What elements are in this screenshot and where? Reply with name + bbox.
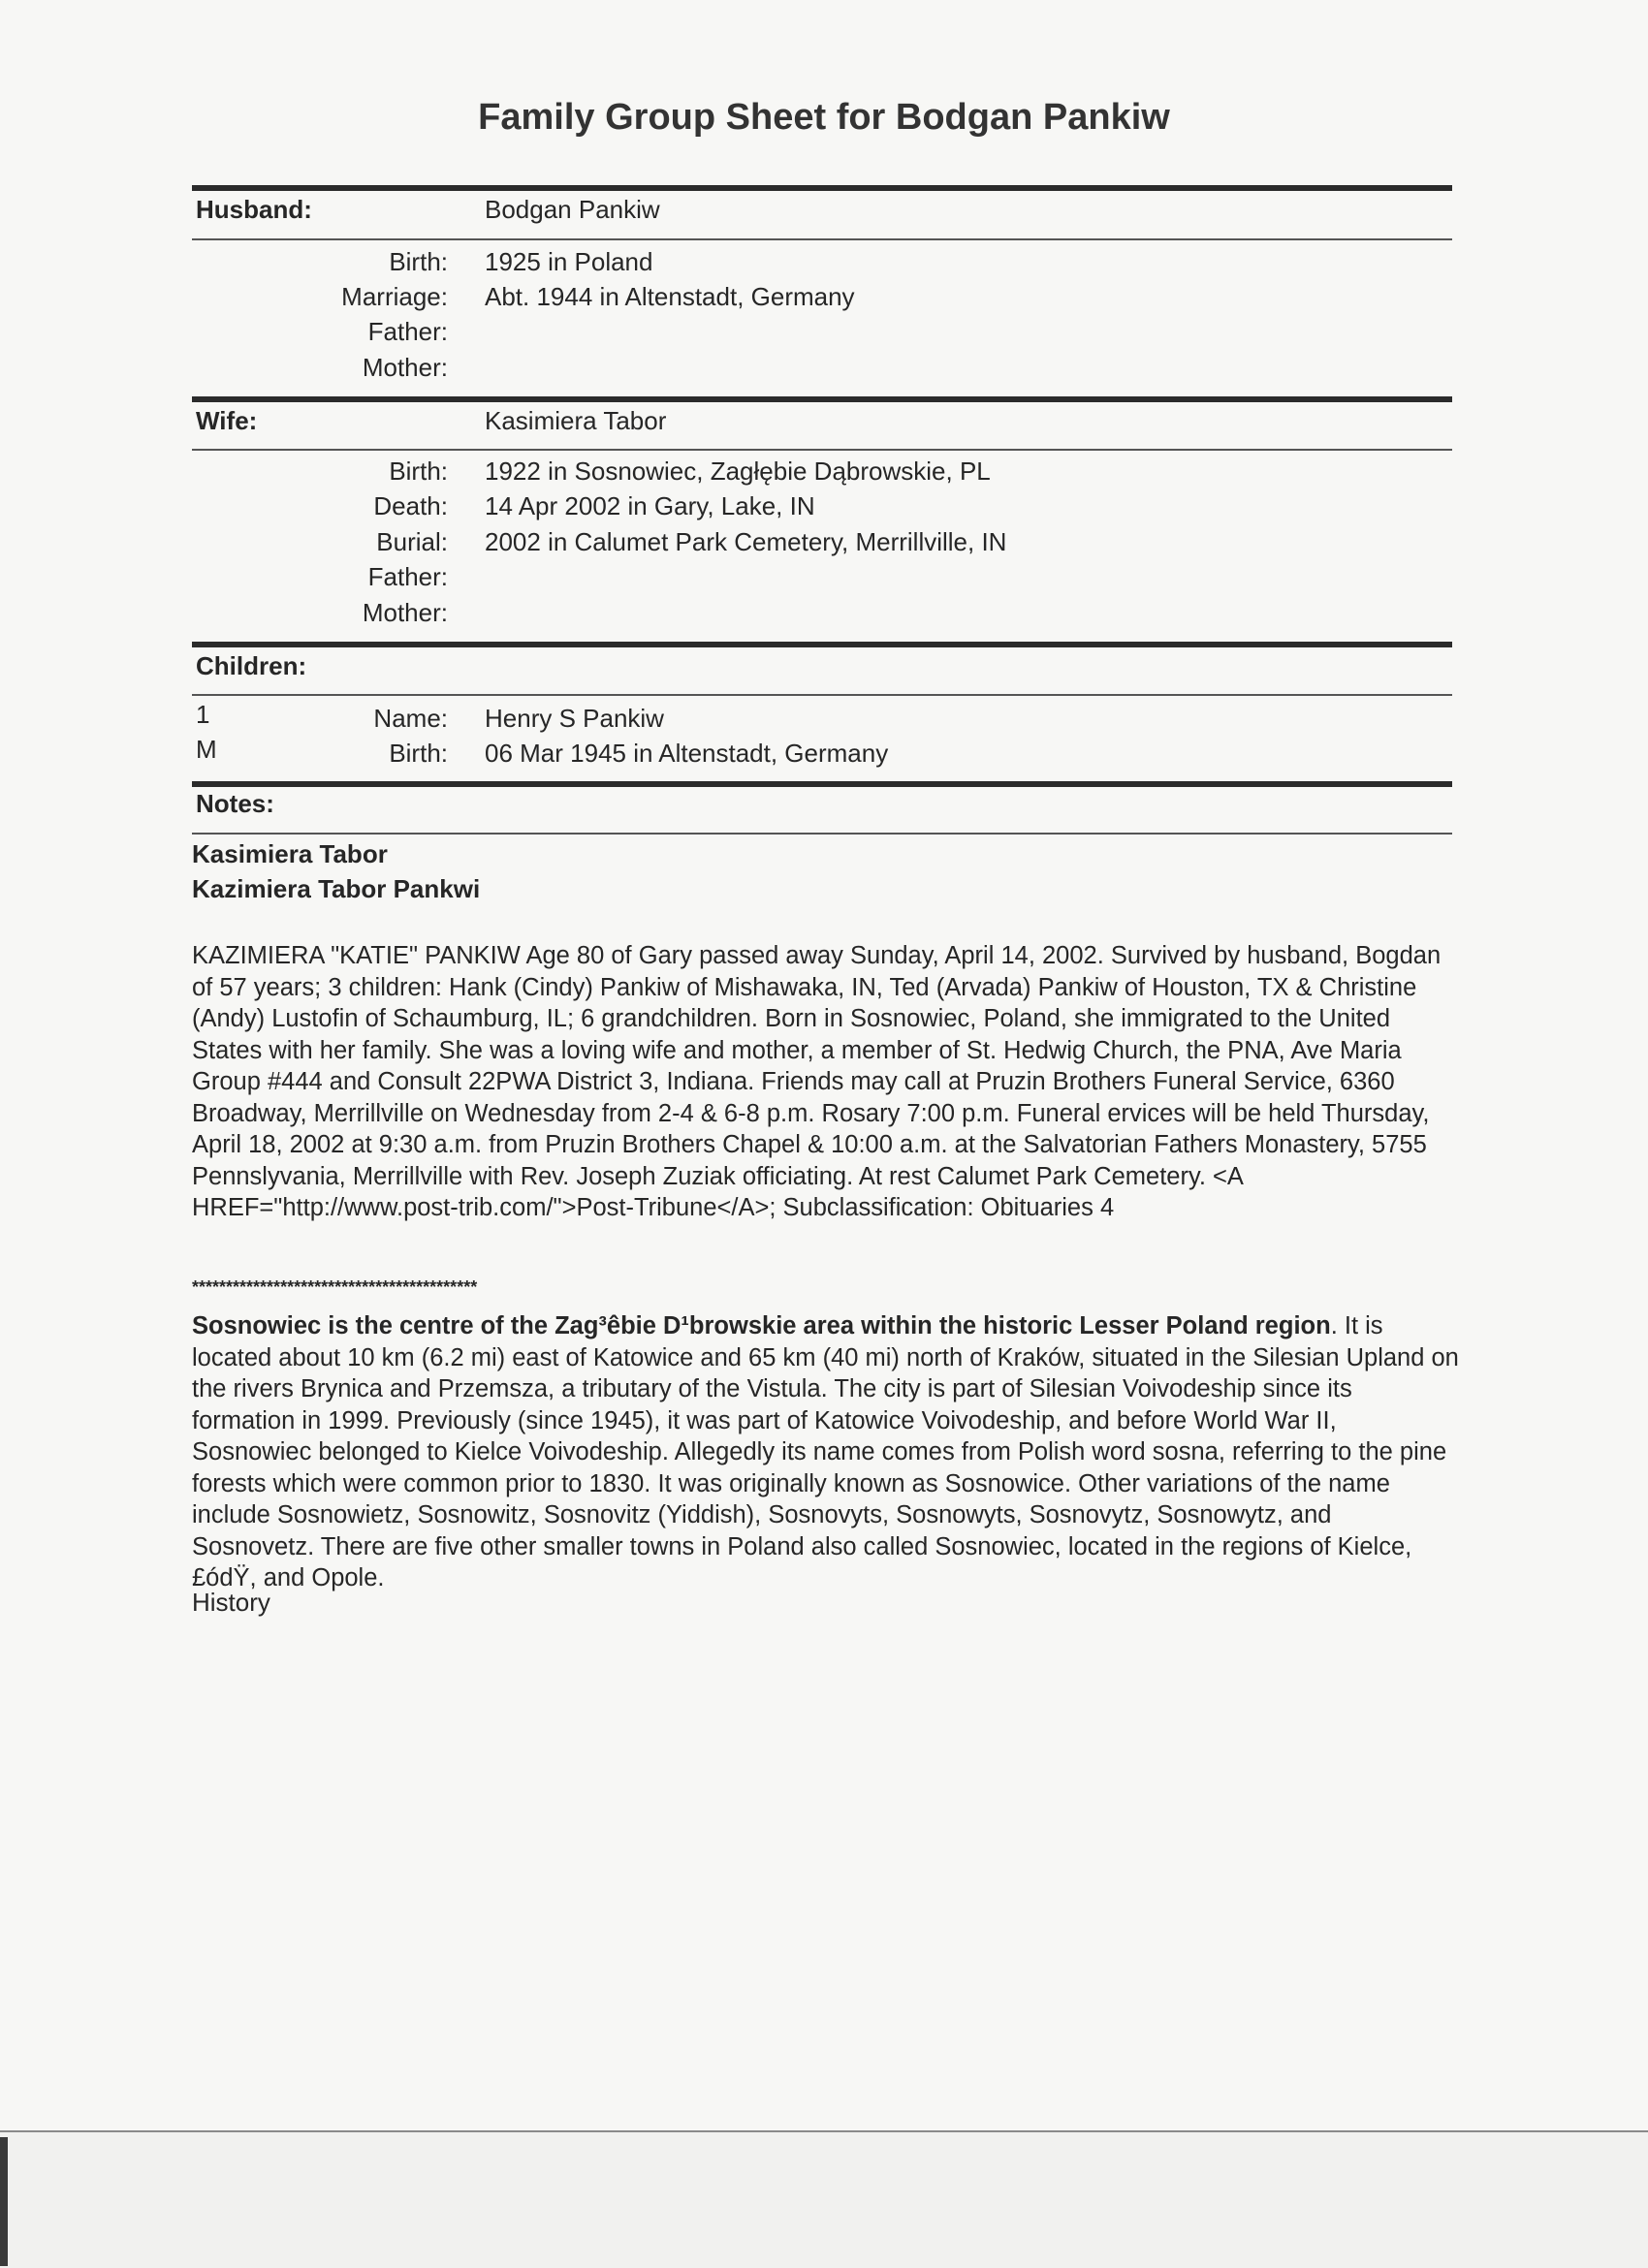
scanner-shadow [0,2137,8,2266]
wife-death-value: 14 Apr 2002 in Gary, Lake, IN [485,491,815,520]
wife-mother-label: Mother: [362,598,448,627]
husband-mother-label: Mother: [362,353,448,382]
husband-marriage-label: Marriage: [341,282,448,311]
wife-heading: Wife: [196,406,258,435]
husband-heading: Husband: [196,195,312,224]
section-divider [192,185,1452,191]
notes-heading: Notes: [196,789,274,818]
notes-name-line-2: Kazimiera Tabor Pankwi [192,874,481,903]
sosnowiec-body: . It is located about 10 km (6.2 mi) east of Katowice and 65 km (40 mi) north of Kraków, situated in the Silesian Upland on the rivers Brynica and Przemsza, a tributary of the Vistula. The city is part of Silesian Voivodeship since its formation in 1999. Previously (since 1945), it was part of Katowice Voivodeship, and before World War II, Sosnowiec belonged to Kielce Voivodeship. Allegedly its name comes from Polish word sosna, referring to the pine forests which were common prior to 1830. It was originally known as Sosnowice. Other variations of the name include Sosnowietz, Sosnowitz, Sosnovitz (Yiddish), Sosnovyts, Sosnowyts, Sosnovytz, Sosnowytz, and Sosnovetz. There are five other smaller towns in Poland also called Sosnowiec, located in the regions of Kielce, £ódŸ, and Opole. [192,1312,1459,1591]
wife-name: Kasimiera Tabor [485,406,667,435]
section-subdivider [192,449,1452,451]
separator-asterisks: ****************************************** [192,1277,478,1297]
husband-father-label: Father: [367,317,448,346]
scanner-bed-edge [0,2130,1648,2268]
child-name-label: Name: [373,704,448,733]
husband-name: Bodgan Pankiw [485,195,660,224]
wife-burial-label: Burial: [376,527,448,556]
child-birth-label: Birth: [389,739,448,768]
obituary-paragraph: KAZIMIERA "KATIE" PANKIW Age 80 of Gary passed away Sunday, April 14, 2002. Survived by husband, Bogdan of 57 years; 3 children: Hank (Cindy) Pankiw of Mishawaka, IN, Ted (Arvada) Pankiw of Houston, TX & Christine (Andy) Lustofin of Schaumburg, IL; 6 grandchildren. Born in Sosnowiec, Poland, she immigrated to the United States with her family. She was a loving wife and mother, a member of St. Hedwig Church, the PNA, Ave Maria Group #444 and Consult 22PWA District 3, Indiana. Friends may call at Pruzin Brothers Funeral Service, 6360 Broadway, Merrillville on Wednesday from 2-4 & 6-8 p.m. Rosary 7:00 p.m. Funeral ervices will be held Thursday, April 18, 2002 at 9:30 a.m. from Pruzin Brothers Chapel & 10:00 a.m. at the Salvatorian Fathers Monastery, 5755 Pennslyvania, Merrillville with Rev. Joseph Zuziak officiating. At rest Calumet Park Cemetery. <A HREF="http://www.post-trib.com/">Post-Tribune</A>; Subclassification: Obituaries 4 [192,942,1442,1221]
wife-father-label: Father: [367,562,448,591]
child-birth-value: 06 Mar 1945 in Altenstadt, Germany [485,739,889,768]
husband-birth-value: 1925 in Poland [485,247,653,276]
section-subdivider [192,694,1452,696]
section-divider [192,396,1452,402]
wife-birth-value: 1922 in Sosnowiec, Zagłębie Dąbrowskie, PL [485,457,991,486]
wife-death-label: Death: [373,491,448,520]
section-divider [192,642,1452,647]
sosnowiec-bold-lead: Sosnowiec is the centre of the Zag³êbie D¹browskie area within the historic Lesser Poland region [192,1312,1331,1339]
section-subdivider [192,238,1452,240]
husband-birth-label: Birth: [389,247,448,276]
child-number: 1 [196,700,210,729]
child-sex: M [196,735,217,764]
husband-marriage-value: Abt. 1944 in Altenstadt, Germany [485,282,855,311]
wife-birth-label: Birth: [389,457,448,486]
section-subdivider [192,833,1452,835]
section-divider [192,781,1452,787]
page-title: Family Group Sheet for Bodgan Pankiw [478,97,1170,138]
notes-name-line-1: Kasimiera Tabor [192,839,388,868]
sosnowiec-paragraph [192,1310,1460,1594]
history-label: History [192,1588,270,1617]
wife-burial-value: 2002 in Calumet Park Cemetery, Merrillville, IN [485,527,1007,556]
child-name-value: Henry S Pankiw [485,704,664,733]
children-heading: Children: [196,651,307,680]
